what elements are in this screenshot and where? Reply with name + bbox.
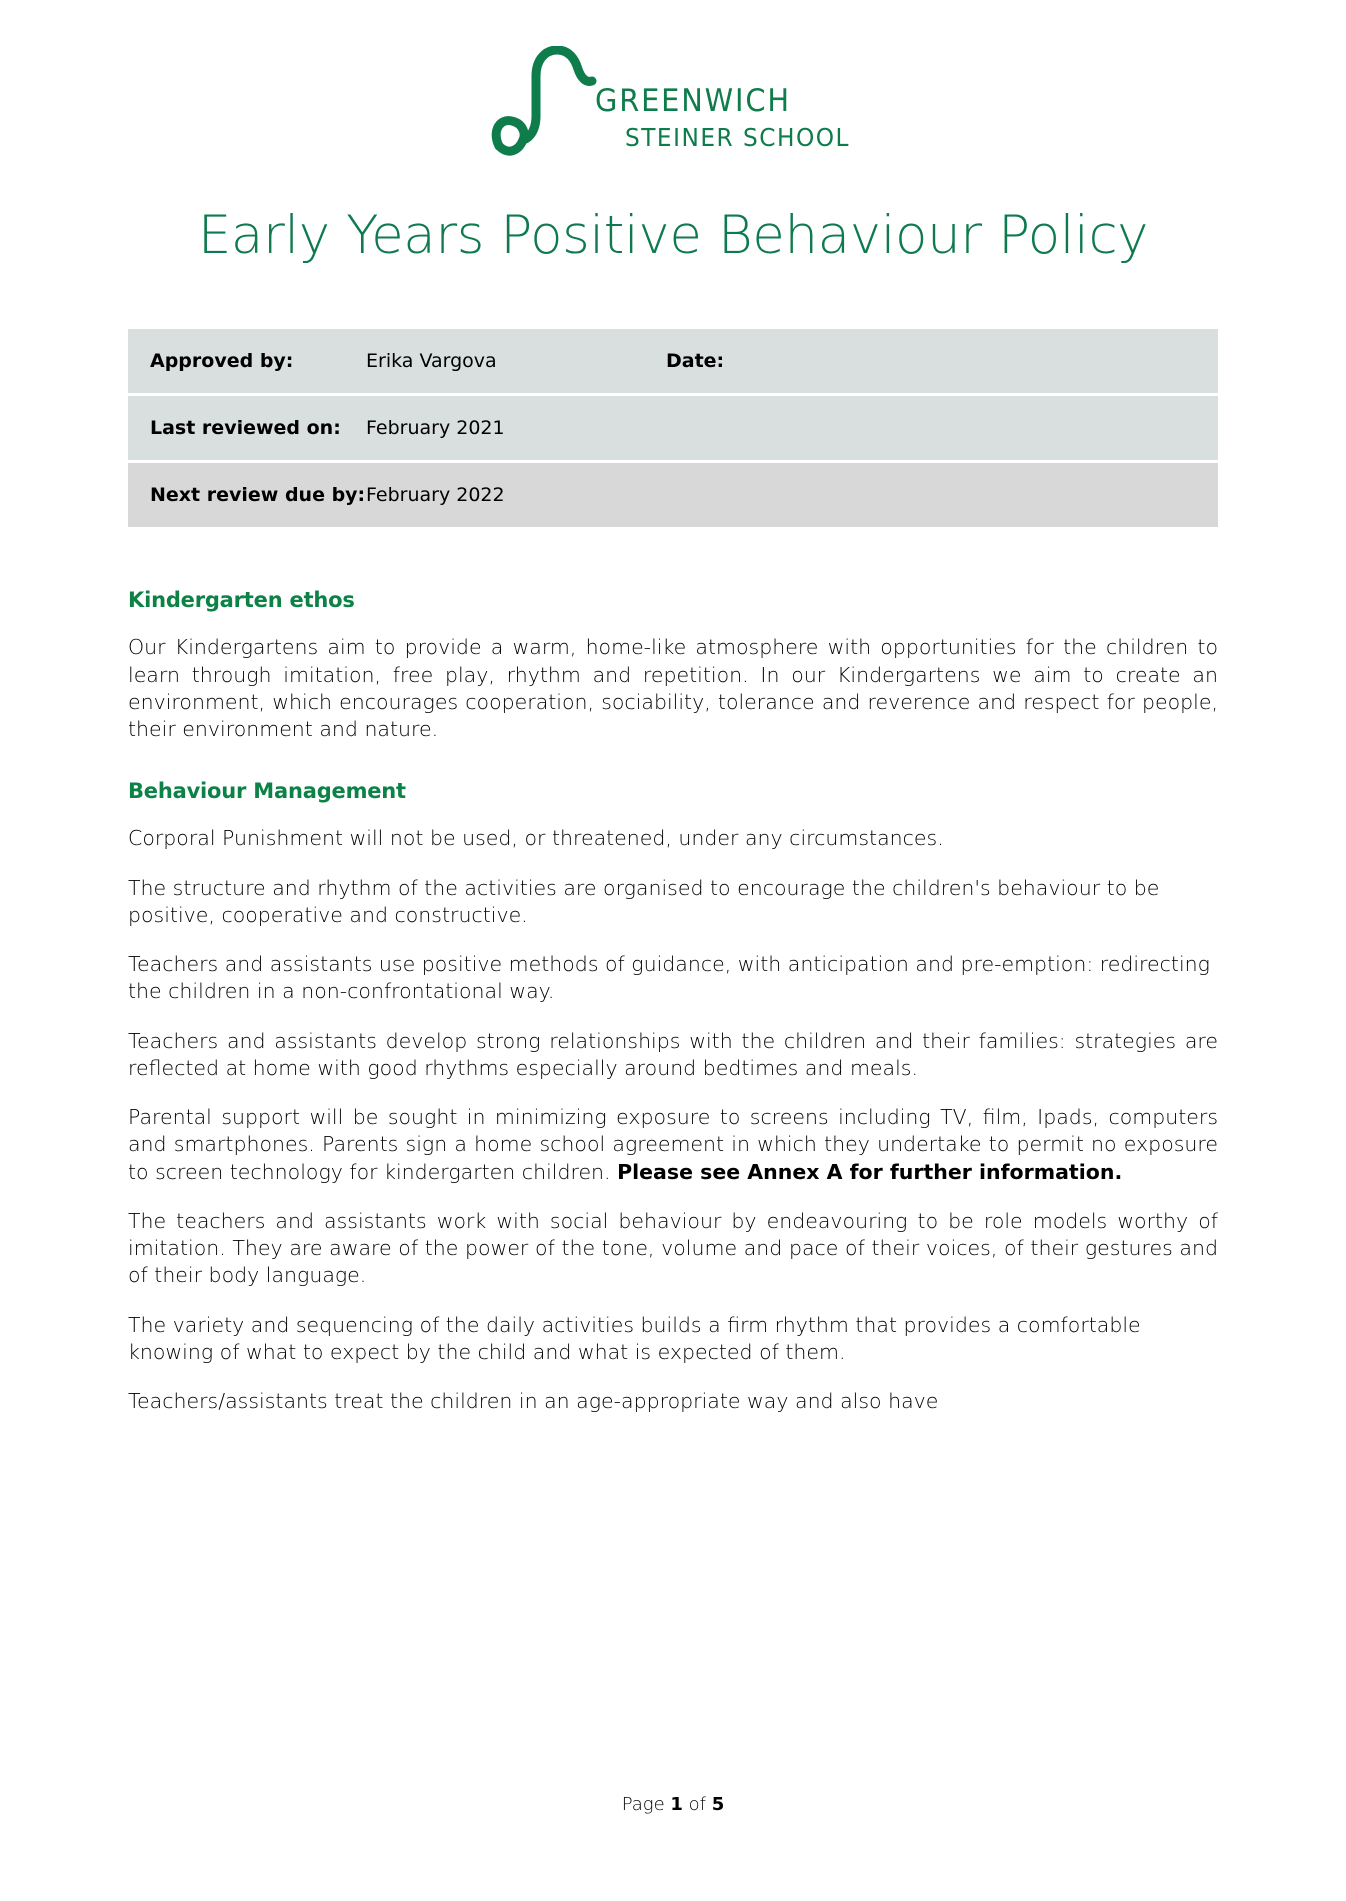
paragraph: The teachers and assistants work with social behaviour by endeavouring to be role models worthy of imitation. They are aware of the power of the tone, volume and pace of their voices, of their gestures and of their body language. — [128, 1208, 1218, 1288]
logo-text-primary: GREENWICH — [595, 83, 791, 119]
footer-total-pages: 5 — [711, 1794, 725, 1815]
paragraph: Corporal Punishment will not be used, or threatened, under any circumstances. — [128, 826, 944, 851]
section-heading-behaviour-management: Behaviour Management — [128, 779, 406, 804]
page-title: Early Years Positive Behaviour Policy — [197, 205, 1149, 266]
document-meta-table — [128, 326, 1218, 530]
meta-label-next-review: Next review due by: — [150, 484, 366, 507]
section-heading-kindergarten-ethos: Kindergarten ethos — [128, 588, 355, 613]
footer-current-page: 1 — [670, 1794, 683, 1815]
document-body — [128, 588, 1218, 1415]
table-row — [128, 396, 1218, 460]
page-footer — [0, 1794, 1346, 1815]
paragraph: The variety and sequencing of the daily activities builds a firm rhythm that provides a comfortable knowing of what to expect by the child and what is expected of them. — [128, 1312, 1141, 1364]
meta-label-date: Date: — [666, 350, 725, 373]
paragraph: Our Kindergartens aim to provide a warm, home-like atmosphere with opportunities for the children to learn through imitation, free play, rhythm and repetition. In our Kindergartens we aim to create an environment, which encourages cooperation, sociability, tolerance and reverence and respect for people, their environment and nature. — [128, 635, 1218, 742]
footer-prefix: Page — [621, 1794, 671, 1815]
table-row — [128, 329, 1218, 393]
paragraph: The structure and rhythm of the activities are organised to encourage the children's behaviour to be positive, cooperative and constructive. — [128, 875, 1160, 927]
meta-label-approved-by: Approved by: — [150, 350, 294, 373]
table-row — [128, 463, 1218, 527]
paragraph: Teachers and assistants use positive methods of guidance, with anticipation and pre-emption: redirecting the children in a non-confrontational way. — [128, 952, 1210, 1004]
annex-reference-bold: Please see Annex A for further information. — [617, 1159, 1123, 1184]
paragraph-text: Parental support will be sought in minimizing exposure to screens including TV, film, Ipads, computers and smartphones. Parents sign a home school agreement in which they undertake to permit no exposure to screen technology for kindergarten children. — [128, 1105, 1218, 1184]
meta-value-approved-by: Erika Vargova — [366, 350, 497, 373]
meta-value-last-reviewed: February 2021 — [366, 417, 505, 440]
paragraph: Teachers and assistants develop strong relationships with the children and their families: strategies are reflected at home with good rhythms especially around bedtimes and meals. — [128, 1028, 1218, 1080]
logo-text-secondary: STEINER SCHOOL — [625, 123, 851, 152]
footer-middle: of — [682, 1794, 712, 1815]
school-logo — [128, 0, 1218, 171]
meta-label-last-reviewed: Last reviewed on: — [150, 417, 341, 440]
swash-g-icon — [479, 46, 597, 171]
meta-value-next-review: February 2022 — [366, 484, 505, 507]
paragraph: Teachers/assistants treat the children in an age-appropriate way and also have — [128, 1389, 939, 1414]
paragraph-with-bold-note — [128, 1104, 1218, 1186]
